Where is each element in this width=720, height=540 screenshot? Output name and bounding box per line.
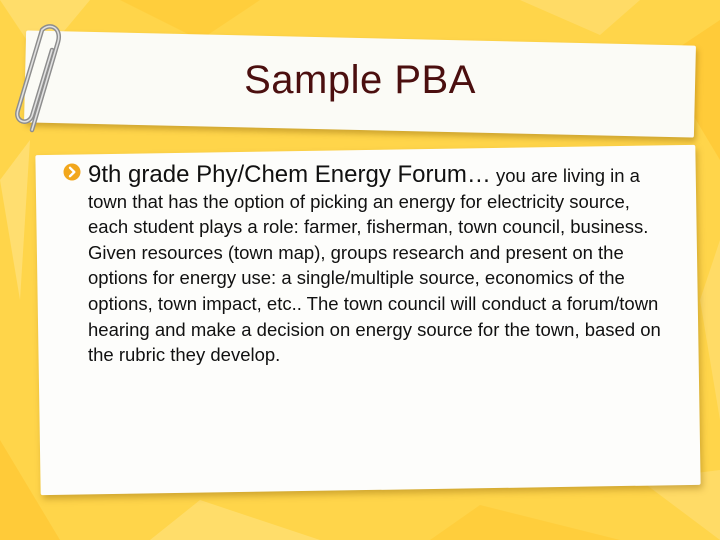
bullet-lead: 9th grade Phy/Chem Energy Forum… — [88, 161, 491, 188]
bullet-paragraph — [88, 162, 668, 368]
slide-title: Sample PBA — [244, 58, 476, 102]
paperclip-icon — [12, 18, 74, 136]
arrow-bullet-icon — [63, 163, 81, 181]
bullet-body: you are living in a town that has the option of picking an energy for electricity source, each student plays a role: farmer, fisherman, town council, business. Given resources (town map), groups research and present on the options for energy use: a single/multiple source, economics of the options, town impact, etc.. The town council will conduct a forum/town hearing and make a decision on energy source for the town, based on the rubric they develop. — [88, 165, 661, 366]
